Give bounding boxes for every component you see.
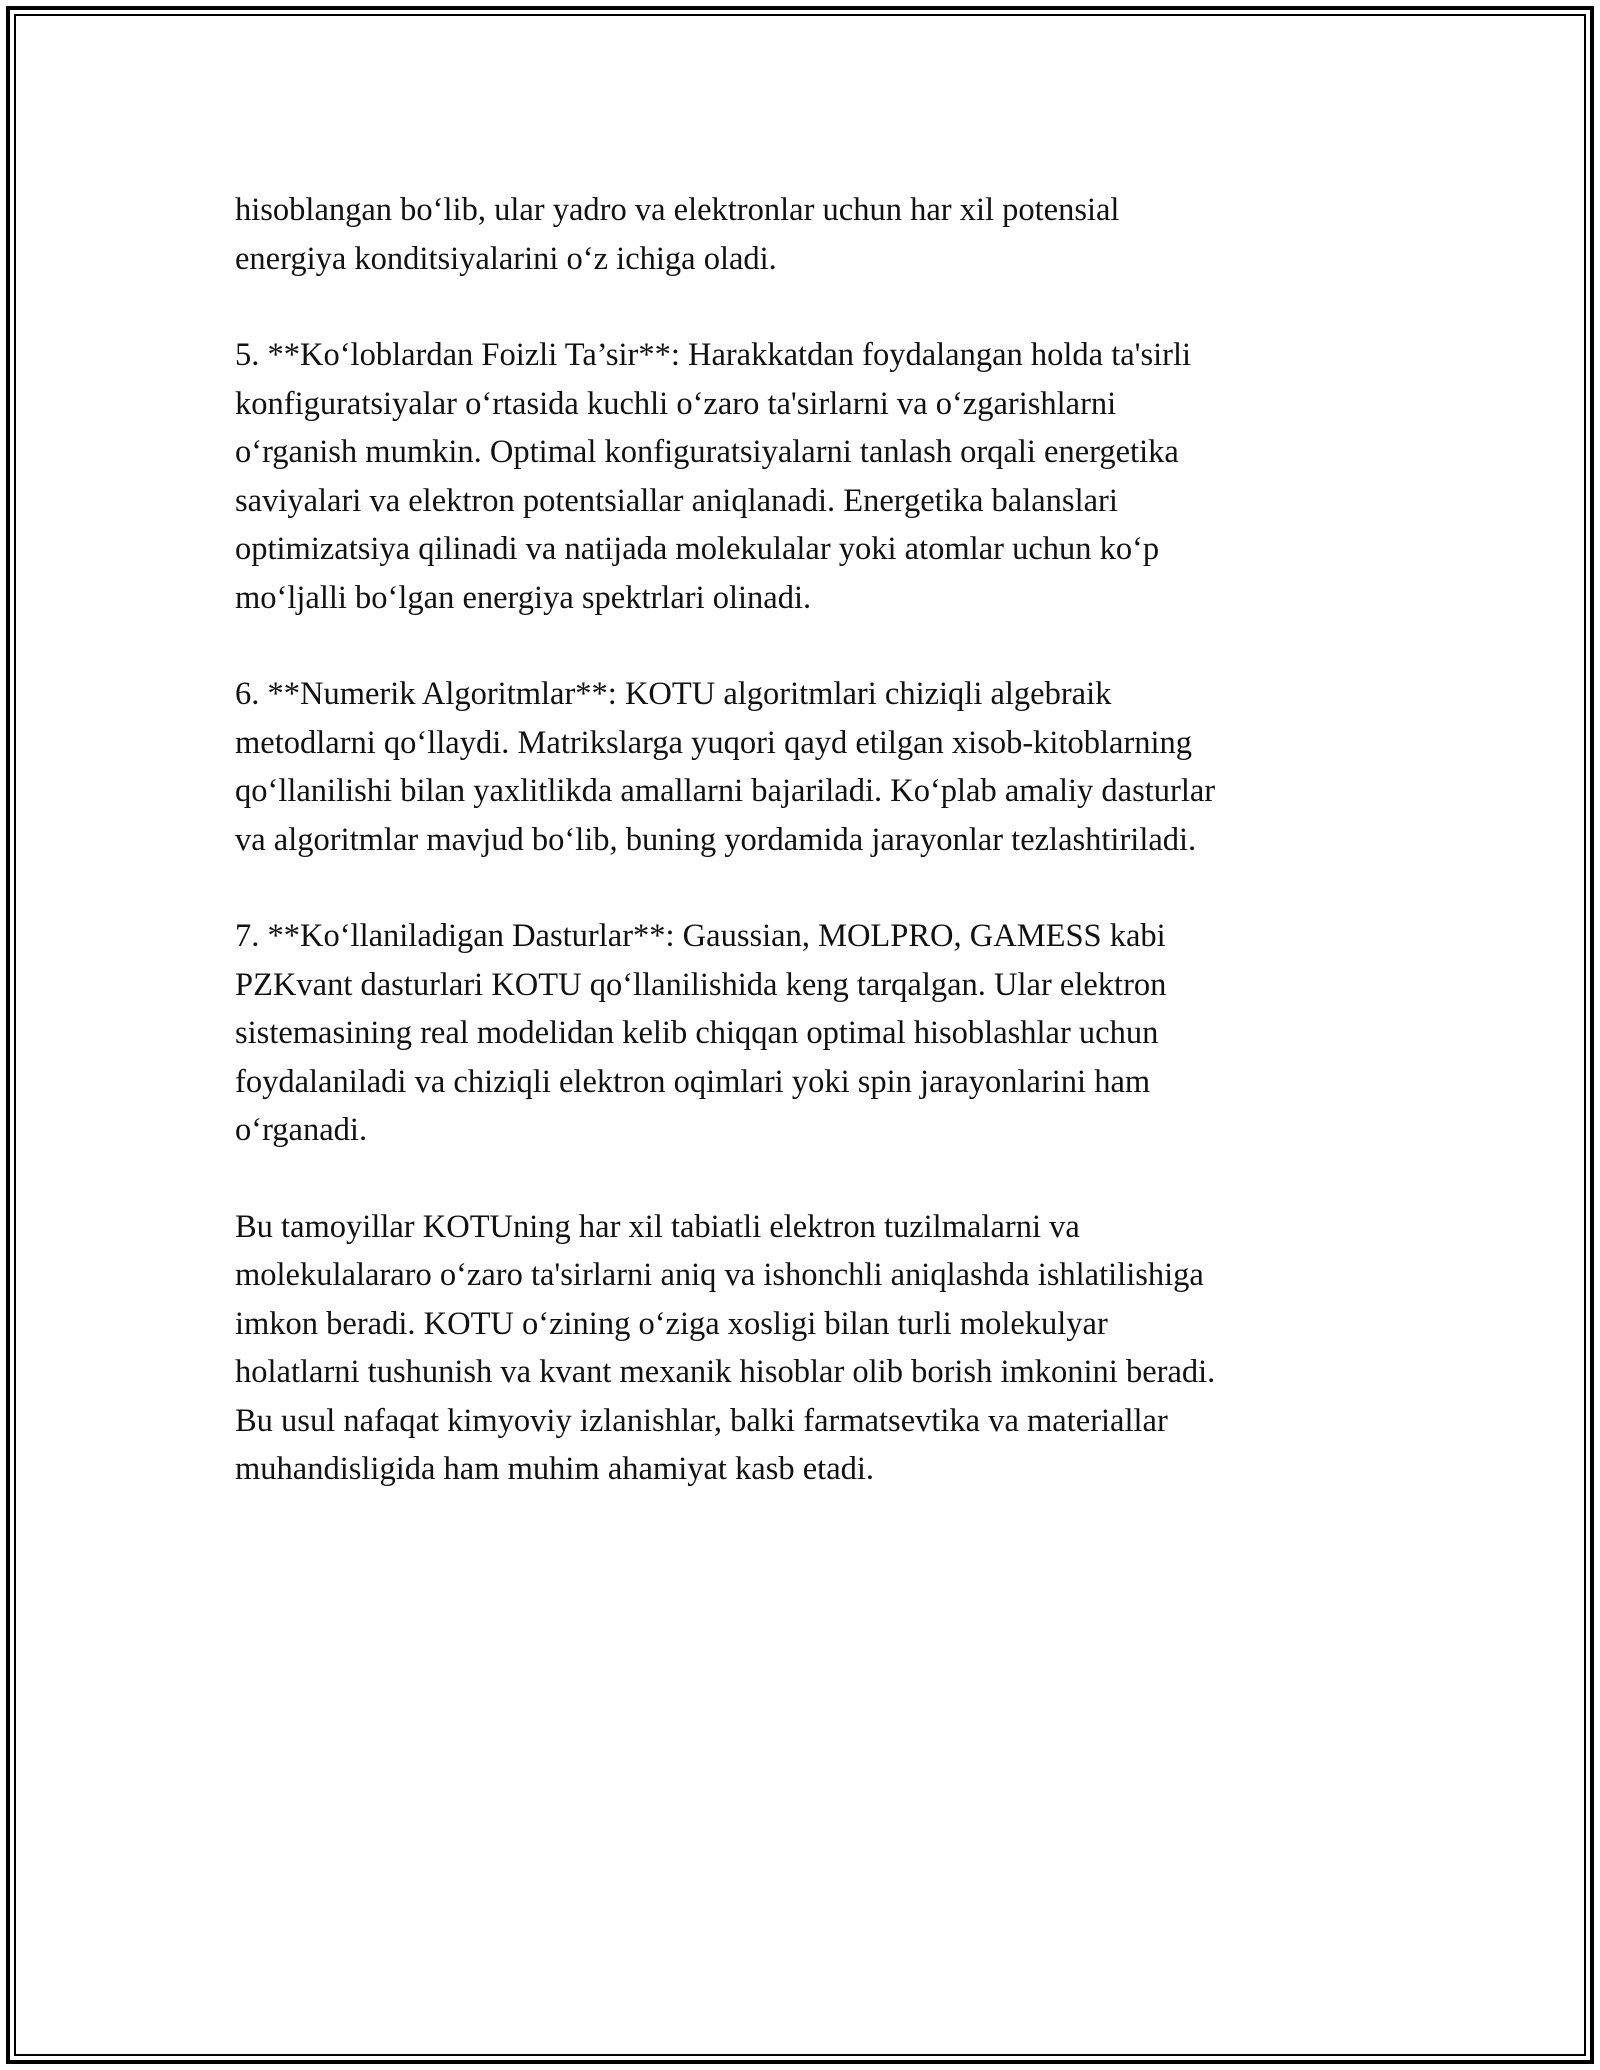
text-line: hisoblangan bo‘lib, ular yadro va elektronlar uchun har xil potensial [235,192,1120,228]
text-line: optimizatsiya qilinadi va natijada molekulalar yoki atomlar uchun ko‘p [235,531,1160,567]
text-line: 5. **Ko‘loblardan Foizli Ta’sir**: Harakkatdan foydalangan holda ta'sirli [235,337,1192,373]
text-line: energiya konditsiyalarini o‘z ichiga oladi. [235,240,777,277]
text-line: imkon beradi. KOTU o‘zining o‘ziga xosligi bilan turli molekulyar [235,1305,1108,1342]
text-line: foydalaniladi va chiziqli elektron oqimlari yoki spin jarayonlarini ham [235,1063,1151,1100]
text-line: 6. **Numerik Algoritmlar**: KOTU algoritmlari chiziqli algebraik [235,676,1112,712]
paragraph-item-6 [235,670,1355,864]
text-line: Bu tamoyillar KOTUning har xil tabiatli elektron tuzilmalarni va [235,1208,1080,1245]
paragraph-item-7 [235,912,1355,1155]
text-line: 7. **Ko‘llaniladigan Dasturlar**: Gaussian, MOLPRO, GAMESS kabi [235,918,1166,954]
text-line: konfiguratsiyalar o‘rtasida kuchli o‘zaro ta'sirlarni va o‘zgarishlarni [235,385,1117,422]
paragraph-conclusion [235,1203,1355,1494]
text-line: molekulalararo o‘zaro ta'sirlarni aniq va ishonchli aniqlashda ishlatilishiga [235,1257,1204,1293]
paragraph-continuation [235,186,1355,283]
text-line: mo‘ljalli bo‘lgan energiya spektrlari olinadi. [235,579,812,616]
text-line: metodlarni qo‘llaydi. Matrikslarga yuqori qayd etilgan xisob-kitoblarning [235,724,1193,761]
text-line: o‘rganadi. [235,1112,368,1148]
text-line: Bu usul nafaqat kimyoviy izlanishlar, balki farmatsevtika va materiallar [235,1402,1168,1439]
text-line: PZKvant dasturlari KOTU qo‘llanilishida keng tarqalgan. Ular elektron [235,966,1167,1003]
text-line: o‘rganish mumkin. Optimal konfiguratsiyalarni tanlash orqali energetika [235,434,1179,470]
text-line: saviyalari va elektron potentsiallar aniqlanadi. Energetika balanslari [235,482,1118,519]
text-line: qo‘llanilishi bilan yaxlitlikda amallarni bajariladi. Ko‘plab amaliy dasturlar [235,773,1216,809]
text-line: sistemasining real modelidan kelib chiqqan optimal hisoblashlar uchun [235,1015,1159,1051]
text-line: va algoritmlar mavjud bo‘lib, buning yordamida jarayonlar tezlashtiriladi. [235,821,1197,858]
text-line: muhandisligida ham muhim ahamiyat kasb etadi. [235,1451,875,1487]
document-body [235,186,1355,1542]
paragraph-item-5 [235,331,1355,622]
text-line: holatlarni tushunish va kvant mexanik hisoblar olib borish imkonini beradi. [235,1354,1216,1390]
